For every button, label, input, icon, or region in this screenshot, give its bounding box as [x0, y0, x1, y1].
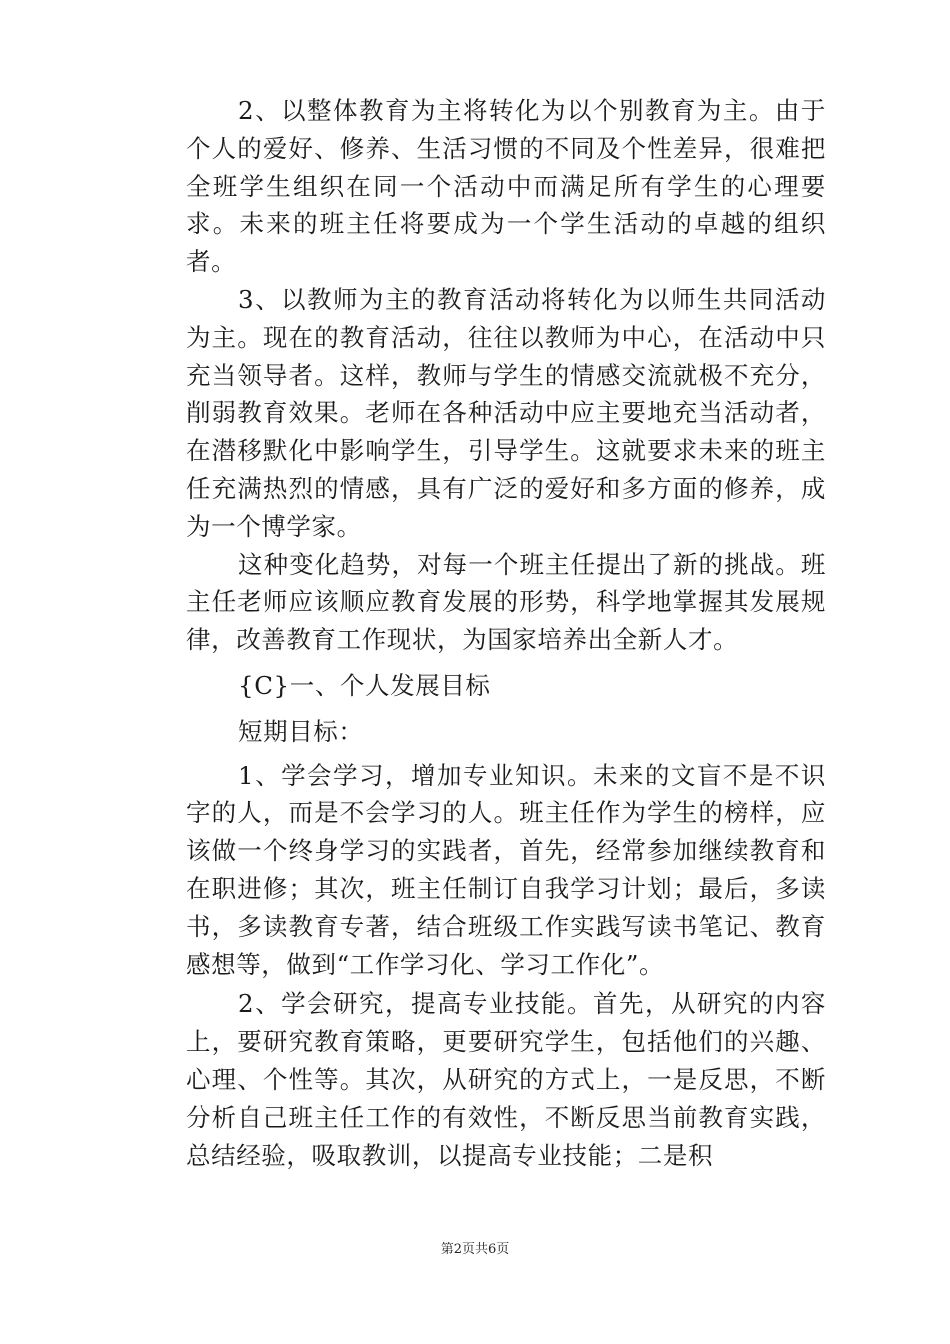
- section-heading-personal-goals: {C}一、个人发展目标: [238, 670, 491, 700]
- document-body: [186, 92, 826, 1174]
- subheading-short-term-goals: 短期目标：: [238, 716, 364, 746]
- paragraph-teacher-student-activities: 3、以教师为主的教育活动将转化为以师生共同活动为主。现在的教育活动，往往以教师为中心，在活动中只充当领导者。这样，教师与学生的情感交流就极不充分，削弱教育效果。老师在各种活动中应主要地充当活动者，在潜移默化中影响学生，引导学生。这就要求未来的班主任充满热烈的情感，具有广泛的爱好和多方面的修养，成为一个博学家。: [186, 284, 826, 541]
- paragraph-learn-to-research: 2、学会研究，提高专业技能。首先，从研究的内容上，要研究教育策略，更要研究学生，包括他们的兴趣、心理、个性等。其次，从研究的方式上，一是反思，不断分析自己班主任工作的有效性，不断反思当前教育实践，总结经验，吸取教训，以提高专业技能；二是积: [186, 989, 826, 1170]
- paragraph-individual-education: 2、以整体教育为主将转化为以个别教育为主。由于个人的爱好、修养、生活习惯的不同及个性差异，很难把全班学生组织在同一个活动中而满足所有学生的心理要求。未来的班主任将要成为一个学生活动的卓越的组织者。: [186, 96, 826, 277]
- paragraph-change-trend: 这种变化趋势，对每一个班主任提出了新的挑战。班主任老师应该顺应教育发展的形势，科学地掌握其发展规律，改善教育工作现状，为国家培养出全新人才。: [186, 549, 826, 655]
- page-number-footer: 第2页共6页: [440, 1242, 510, 1257]
- paragraph-learn-to-learn: 1、学会学习，增加专业知识。未来的文盲不是不识字的人，而是不会学习的人。班主任作为学生的榜样，应该做一个终身学习的实践者，首先，经常参加继续教育和在职进修；其次，班主任制订自我学习计划；最后，多读书，多读教育专著，结合班级工作实践写读书笔记、教育感想等，做到“工作学习化、学习工作化”。: [186, 760, 826, 979]
